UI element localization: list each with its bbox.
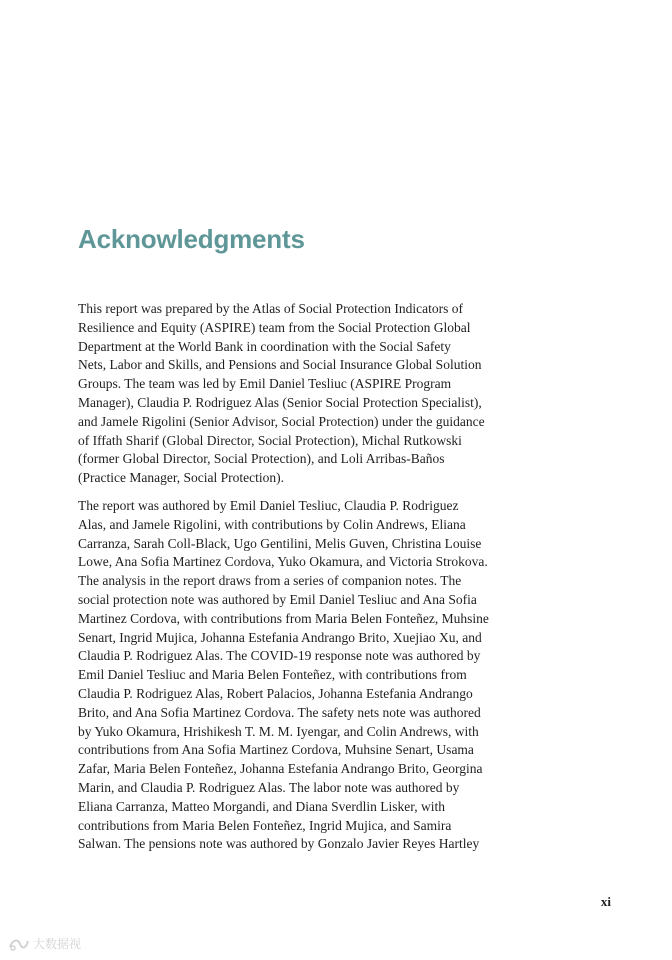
watermark-logo-icon [8,936,30,952]
page-number: xi [600,894,611,909]
acknowledgments-paragraph-1: This report was prepared by the Atlas of Social Protection Indicators of Resilience and Equity (ASPIRE) team from the Social Protection Global Department at the World Bank in coordination with the Social Safety Nets, Labor and Skills, and Pensions and Social Insurance Global Solution Groups. The team was led by Emil Daniel Tesliuc (ASPIRE Program Manager), Claudia P. Rodriguez Alas (Senior Social Protection Specialist), and Jamele Rigolini (Senior Advisor, Social Protection) under the guidance of Iffath Sharif (Global Director, Social Protection), Michal Rutkowski (former Global Director, Social Protection), and Loli Arribas-Baños (Practice Manager, Social Protection). [78,301,485,486]
watermark [8,936,81,952]
watermark-text: 大数据视 [33,937,82,951]
acknowledgments-body [78,300,498,863]
acknowledgments-paragraph-2: The report was authored by Emil Daniel Tesliuc, Claudia P. Rodriguez Alas, and Jamele Rigolini, with contributions by Colin Andrews, Eliana Carranza, Sarah Coll-Black, Ugo Gentilini, Melis Guven, Christina Louise Lowe, Ana Sofia Martinez Cordova, Yuko Okamura, and Victoria Strokova. The analysis in the report draws from a series of companion notes. The social protection note was authored by Emil Daniel Tesliuc and Ana Sofia Martinez Cordova, with contributions from Maria Belen Fonteñez, Muhsine Senart, Ingrid Mujica, Johanna Estefania Andrango Brito, Xuejiao Xu, and Claudia P. Rodriguez Alas. The COVID-19 response note was authored by Emil Daniel Tesliuc and Maria Belen Fonteñez, with contributions from Claudia P. Rodriguez Alas, Robert Palacios, Johanna Estefania Andrango Brito, and Ana Sofia Martinez Cordova. The safety nets note was authored by Yuko Okamura, Hrishikesh T. M. M. Iyengar, and Colin Andrews, with contributions from Ana Sofia Martinez Cordova, Muhsine Senart, Usama Zafar, Maria Belen Fonteñez, Johanna Estefania Andrango Brito, Georgina Marin, and Claudia P. Rodriguez Alas. The labor note was authored by Eliana Carranza, Matteo Morgandi, and Diana Sverdlin Lisker, with contributions from Maria Belen Fonteñez, Ingrid Mujica, and Samira Salwan. The pensions note was authored by Gonzalo Javier Reyes Hartley [78,497,489,852]
page-title: Acknowledgments [78,224,305,254]
